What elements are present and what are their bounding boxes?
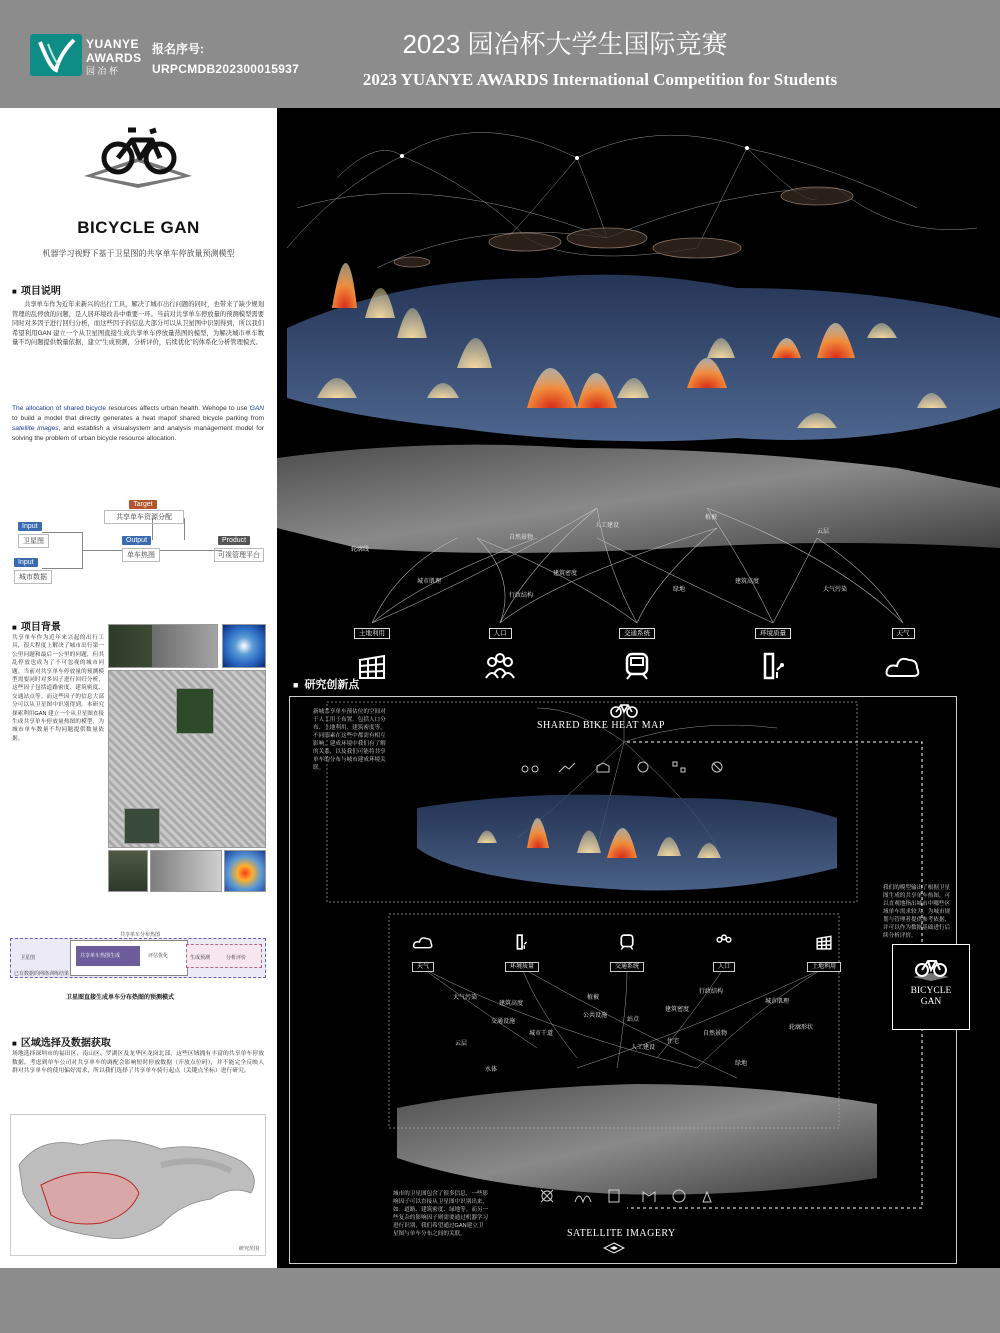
intro-en-text: The allocation of shared bicycle resources affects urban health. Wehope to use GAN to build a model that directly generates a heat mapof shared bicycle parking from satellite images, and establish a visualsystem and analysis management model for solving the problem of urban bicycle resource allocation.: [12, 405, 264, 442]
satellite-patch-1: [176, 688, 214, 734]
competition-title-cn: 2023 园冶杯大学生国际竞赛: [402, 29, 728, 59]
satellite-label: SATELLITE IMAGERY: [567, 1228, 676, 1239]
competition-title-en: 2023 YUANYE AWARDS International Competition for Students: [362, 70, 838, 89]
factor-transport: 交通系统: [607, 622, 667, 680]
target-box: Target: [120, 500, 166, 509]
tower-icon: [755, 652, 791, 680]
note-top: 新城共享单车预估位的空间对于人工用于布置，包括人口分布、土地利用、建筑密度等，不同因素在这些中都需有相互影响，建成环境中我们有了解的关系，以及我们可能将共享单车的分布与城市建成环境关联。: [313, 709, 386, 771]
heatmap-thumbnail-bottom: [224, 850, 266, 892]
factor2-land-use: 土地利用: [796, 934, 852, 973]
factor-population: 人口: [470, 622, 530, 680]
network-layer: [287, 132, 977, 268]
heatmap-label: SHARED BIKE HEAT MAP: [537, 720, 665, 731]
intro-heading: ■ 项目说明: [12, 282, 61, 297]
yuanye-logo: [30, 34, 82, 76]
logo-wordmark: YUANYE AWARDS 园 冶 杯: [86, 37, 142, 76]
satellite-patch-2: [124, 808, 160, 844]
city-base-layer: [287, 275, 1000, 442]
factor2-weather: 天气: [395, 934, 451, 973]
street-photo-3: [150, 850, 222, 892]
background-heading: ■ 项目背景: [12, 618, 61, 633]
factor2-population: 人口: [696, 934, 752, 973]
train-icon: [619, 652, 655, 680]
satellite-base-layer: [277, 445, 1000, 553]
satellite-tools-row: [539, 1188, 719, 1204]
train-icon: [615, 934, 639, 950]
input1-box: Input 卫星图: [18, 522, 49, 548]
bicycle-icon: [911, 955, 951, 981]
note-bottom: 城市的卫星图包含了很多信息，一些影响因子可以直接从卫星图中识别出来，如：道路、建筑密度、绿地等。而另一些复杂的影响因子则需要通过机器学习进行识别，我们希望通过GAN建立卫星图与单车分布之间的关联。: [393, 1191, 489, 1237]
output-box: Output 单车热图: [122, 536, 160, 562]
target-text: 共享单车资源分配: [104, 510, 184, 524]
cloud-icon: [411, 934, 435, 950]
region-heading: ■ 区域选择及数据获取: [12, 1034, 111, 1049]
satellite-layer-icon: [603, 1242, 625, 1254]
factor2-environment: 环境质量: [494, 934, 550, 973]
registration-label: 报名序号:: [152, 42, 204, 56]
right-visual-panel: 人工建设 植被 自然景物 建筑密度 城市肌理 绿地 建筑高度 大气污染 轮廓线 行政结构 云层 土地利用 人口 交通系统 环境质量 天气 ■ 研究创新点 SHARED BIKE HEAT MAP 新城共享单车预估位的空间对于人工用于布置，包括人口分布、土地利用、建筑密度等，不同因素在这些中都需有相互影响，建成环境中我们有了解的关系，以及我们可能将共享单车的分布与城市建成环境关联。 我们的模型输出了根据卫星图生成的共享单车热图，可以直观地指出城市中哪些区域单车需求较大，为城市规划与管理者提供参考依据，并可以作为数据基础进行后续分析评价。 城市的卫星图包含了很多信息，一些影响因子可以直接从卫星图中识别出来，如：道路、建筑密度、绿地等。而另一些复杂的影响因子则需要通过机器学习进行识别，我们希望通过GAN建立卫星图与单车分布之间的关联。 天气 环境质量 交通系统 人口 土地利用 大气污染 建筑高度 植被 行政结构 城市肌理 交通设施 公共设施 建筑密度 城市干道 站点 住宅 自然景物 轮廓形状 人工建设 绿地 云层 水体 SATELLITE IMAGERY BICYCLE GAN: [277, 108, 1000, 1268]
project-title: BICYCLE GAN: [77, 218, 200, 237]
note-right: 我们的模型输出了根据卫星图生成的共享单车热图，可以直观地指出城市中哪些区域单车需求较大，为城市规划与管理者提供参考依据，并可以作为数据基础进行后续分析评价。: [883, 885, 951, 939]
bicycle-tile-icon: [80, 118, 196, 188]
header: [0, 0, 1000, 108]
building-grid-icon: [812, 934, 836, 950]
factor-environment: 环境质量: [743, 622, 803, 680]
network-rings: [394, 187, 853, 267]
region-text: 场地选择深圳市的福田区、南山区、罗湖区及龙华区龙岗北部，这些区域拥有丰富的共享单车停放数据。考虑到单车公司对共享单车的调配会影响短时停放数据（开放点位码），并不能完全反映人群对共享单车的使用偏好需求，所以我们选择了共享单车骑行起点（关键点坐标）进行研究。: [12, 1051, 264, 1075]
product-box: Product 可视管理平台: [218, 536, 264, 562]
background-text: 共享单车作为近年来兴起的出行工具，很大程度上解决了城市出行第一公里问题和最后一公里的问题，但其乱停放也成为了不可忽视的城市问题。当前对共享单车停放量的预测模型需要同时对多因子进行回归分析，这些因子包括道路密度、建筑密度、交通站点等。而这些因子的信息大部分可以从卫星图中识别得到。本研究探索利用GAN 建立一个从卫星图直接生成共享单车停放量热图的模型，为城市单车数量不均问题提供数量依据。: [12, 635, 104, 742]
map-caption: 研究范围: [239, 1246, 260, 1252]
left-text-panel: BICYCLE GAN 机器学习视野下基于卫星图的共享单车停放量预测模型 ■ 项目说明 共享单车作为近年来新兴的出行工具，解决了城市出行问题的同时，也带来了缺少规划管理的乱停放的问题，是人居环境改善中重要一环。当前对共享单车停放量的预测模型需要同时对多因子进行回归分析，而这些因子的信息大部分可以从卫星图中识别得到，所以我们希望利用GAN 建立一个从卫星图直接生成共享单车停放量热图的模型，为解决城市单车数量不均问题提供数量依据，建立“生成预测，分析评价，后续优化”的体系化分析管理模式。 The allocation of shared bicycle resources affects urban health. Wehope to use GAN to build a model that directly generates a heat mapof shared bicycle parking from satellite images, and establish a visualsystem and analysis management model for solving the problem of urban bicycle resource allocation. Target 共享单车资源分配 Input 卫星图 Input 城市数据 Output 单车热图 Product 可视管理平台 ■ 项目背景 共享单车作为近年来兴起的出行工具，很大程度上解决了城市出行第一公里问题和最后一公里的问题，但其乱停放也成为了不可忽视的城市问题。当前对共享单车停放量的预测模型需要同时对多因子进行回归分析，这些因子包括道路密度、建筑密度、交通站点等。而这些因子的信息大部分可以从卫星图中识别得到。本研究探索利用GAN 建立一个从卫星图直接生成共享单车停放量热图的模型，为城市单车数量不均问题提供数量依据。 共享单车分布热图 卫星图 共享单车热图生成 评估优化 已有数据的网络训练结果 生成预测 分析评价 卫星图直接生成单车分布热图的预测模式 ■ 区域选择及数据获取 场地选择深圳市的福田区、南山区、罗湖区及龙华区龙岗北部，这些区域拥有丰富的共享单车停放数据。考虑到单车公司对共享单车的调配会影响短时停放数据（开放点位码），并不能完全反映人群对共享单车的使用偏好需求，所以我们选择了共享单车骑行起点（关键点坐标）进行研究。 研究范围: [0, 108, 277, 1268]
footer-band: [0, 1268, 1000, 1333]
people-icon: [482, 652, 518, 680]
project-subtitle: 机器学习视野下基于卫星图的共享单车停放量预测模型: [42, 249, 235, 258]
tower-icon: [510, 934, 534, 950]
innovation-panel-frame: [289, 696, 957, 1264]
factor2-transport: 交通系统: [599, 934, 655, 973]
input2-box: Input 城市数据: [14, 558, 52, 584]
bicycle-gan-box: BICYCLE GAN: [892, 944, 970, 1030]
diagram-caption: 卫星图直接生成单车分布热图的预测模式: [66, 995, 175, 1001]
bicycle-icon: [610, 700, 638, 718]
cloud-icon: [885, 652, 921, 680]
factor-land-use: 土地利用: [342, 622, 402, 680]
registration-number: URPCMDB202300015937: [152, 62, 300, 76]
street-photo-2: [108, 850, 148, 892]
intro-cn-text: 共享单车作为近年来新兴的出行工具，解决了城市出行问题的同时，也带来了缺少规划管理的乱停放的问题，是人居环境改善中重要一环。当前对共享单车停放量的预测模型需要同时对多因子进行回归分析，而这些因子的信息大部分可以从卫星图中识别得到，所以我们希望利用GAN 建立一个从卫星图直接生成共享单车停放量热图的模型，为解决城市单车数量不均问题提供数量依据，建立“生成预测，分析评价，后续优化”的体系化分析管理模式。: [12, 301, 264, 346]
heatmap-thumbnail-top: [222, 624, 266, 668]
innovation-heading: ■ 研究创新点: [293, 676, 359, 692]
factor-weather: 天气: [873, 622, 933, 680]
street-photo-thumbnail: [108, 624, 218, 668]
people-icon: [712, 934, 736, 950]
shenzhen-region-map: [10, 1114, 266, 1256]
